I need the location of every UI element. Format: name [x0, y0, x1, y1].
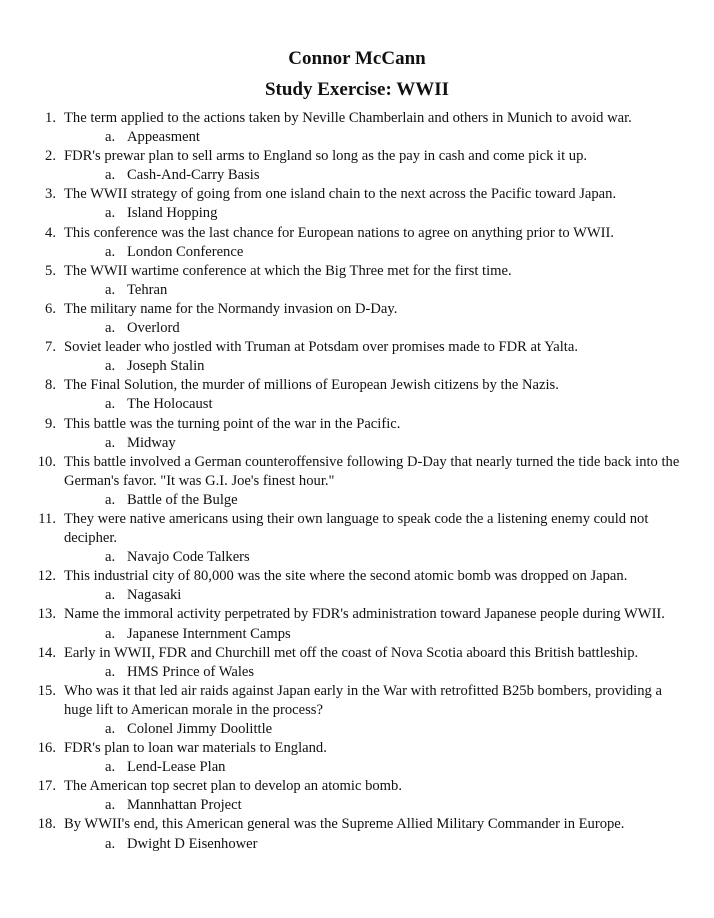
question-text: Soviet leader who jostled with Truman at Potsdam over promises made to FDR at Yalta.: [64, 339, 578, 356]
question-item: [0, 567, 714, 605]
question-text: This conference was the last chance for European nations to agree on anything prior to WWII.: [64, 224, 615, 241]
answer-text: Nagasaki: [127, 587, 182, 604]
question-text: Early in WWII, FDR and Churchill met off the coast of Nova Scotia aboard this British battleship.: [64, 644, 639, 661]
answer-letter: a.: [105, 491, 116, 508]
answer-letter: a.: [105, 549, 116, 566]
question-text: By WWII's end, this American general was the Supreme Allied Military Commander in Europe.: [64, 816, 625, 833]
question-item: [0, 415, 714, 453]
answer-line: [0, 586, 714, 605]
answer-text: HMS Prince of Wales: [127, 663, 255, 680]
answer-text: The Holocaust: [127, 396, 213, 413]
answer-line: [0, 720, 714, 739]
question-line: [0, 262, 714, 281]
question-number: 16.: [37, 740, 56, 757]
answer-text: Navajo Code Talkers: [127, 549, 250, 566]
question-item: [0, 338, 714, 376]
question-text: They were native americans using their own language to speak code the a listening enemy could not decipher.: [64, 510, 649, 547]
question-text: Name the immoral activity perpetrated by FDR's administration toward Japanese people during WWII.: [64, 606, 665, 623]
answer-text: Overlord: [127, 320, 180, 337]
answer-letter: a.: [105, 243, 116, 260]
answer-text: Joseph Stalin: [127, 358, 205, 375]
answer-line: [0, 548, 714, 567]
question-item: [0, 224, 714, 262]
question-number: 17.: [37, 778, 56, 795]
question-item: [0, 262, 714, 300]
question-item: [0, 109, 714, 147]
question-item: [0, 147, 714, 185]
answer-text: Dwight D Eisenhower: [127, 835, 258, 852]
question-line: [0, 224, 714, 243]
answer-text: Colonel Jimmy Doolittle: [127, 721, 273, 737]
question-number: 7.: [45, 339, 56, 356]
answer-line: [0, 434, 714, 453]
question-line: [0, 682, 714, 720]
question-line: [0, 739, 714, 758]
question-item: [0, 777, 714, 815]
answer-text: London Conference: [127, 243, 244, 260]
answer-line: [0, 491, 714, 510]
answer-line: [0, 128, 714, 147]
question-line: [0, 453, 714, 491]
question-text: FDR's prewar plan to sell arms to England so long as the pay in cash and come pick it up.: [64, 148, 588, 165]
question-number: 15.: [37, 682, 56, 699]
answer-letter: a.: [105, 663, 116, 680]
author-name: Connor McCann: [288, 48, 426, 69]
question-number: 11.: [38, 510, 56, 527]
question-text: The WWII wartime conference at which the Big Three met for the first time.: [64, 262, 512, 279]
question-line: [0, 815, 714, 834]
question-text: This battle was the turning point of the war in the Pacific.: [64, 415, 401, 432]
question-number: 3.: [45, 186, 56, 203]
answer-line: [0, 166, 714, 185]
question-number: 2.: [45, 148, 56, 165]
question-number: 14.: [37, 644, 56, 661]
question-item: [0, 605, 714, 643]
question-line: [0, 376, 714, 395]
question-number: 5.: [45, 262, 56, 279]
question-number: 13.: [37, 606, 56, 623]
answer-line: [0, 204, 714, 223]
question-item: [0, 682, 714, 739]
page-title: Study Exercise: WWII: [264, 79, 450, 100]
answer-letter: a.: [105, 625, 116, 642]
answer-letter: a.: [105, 587, 116, 604]
question-item: [0, 453, 714, 510]
question-line: [0, 567, 714, 586]
answer-text: Battle of the Bulge: [127, 491, 238, 508]
question-text: This battle involved a German counteroffensive following D-Day that nearly turned the tide back into the German's favor. "It was G.I. Joe's finest hour.": [64, 453, 680, 489]
question-item: [0, 300, 714, 338]
answer-line: [0, 625, 714, 644]
question-text: FDR's plan to loan war materials to England.: [64, 740, 327, 757]
question-number: 18.: [37, 816, 56, 833]
answer-text: Island Hopping: [127, 205, 218, 222]
question-number: 4.: [45, 224, 56, 241]
question-line: [0, 300, 714, 319]
answer-letter: a.: [105, 281, 116, 298]
answer-letter: a.: [105, 205, 116, 222]
answer-letter: a.: [105, 396, 116, 413]
question-number: 1.: [45, 110, 56, 126]
answer-line: [0, 395, 714, 414]
answer-line: [0, 281, 714, 300]
question-text: The term applied to the actions taken by Neville Chamberlain and others in Munich to avoid war.: [64, 110, 632, 126]
answer-letter: a.: [105, 320, 116, 337]
question-item: [0, 185, 714, 223]
question-text: Who was it that led air raids against Japan early in the War with retrofitted B25b bombers, providing a huge lift to American morale in the process?: [64, 682, 662, 718]
question-line: [0, 510, 714, 548]
question-line: [0, 185, 714, 204]
answer-text: Midway: [127, 434, 176, 451]
question-text: The American top secret plan to develop an atomic bomb.: [64, 778, 402, 795]
answer-letter: a.: [105, 167, 116, 184]
question-number: 6.: [45, 300, 56, 317]
answer-text: Mannhattan Project: [127, 797, 242, 814]
question-item: [0, 739, 714, 777]
answer-letter: a.: [105, 759, 116, 776]
answer-text: Japanese Internment Camps: [127, 625, 291, 642]
question-number: 10.: [37, 453, 56, 470]
question-text: This industrial city of 80,000 was the site where the second atomic bomb was dropped on Japan.: [64, 568, 628, 585]
answer-line: [0, 796, 714, 815]
question-line: [0, 147, 714, 166]
answer-line: [0, 243, 714, 262]
question-number: 12.: [37, 568, 56, 585]
answer-letter: a.: [105, 721, 116, 737]
question-number: 8.: [45, 377, 56, 394]
question-text: The Final Solution, the murder of millions of European Jewish citizens by the Nazis.: [64, 377, 559, 394]
answer-letter: a.: [105, 835, 116, 852]
question-item: [0, 510, 714, 567]
answer-line: [0, 357, 714, 376]
question-item: [0, 815, 714, 853]
question-line: [0, 605, 714, 624]
question-line: [0, 109, 714, 128]
question-item: [0, 376, 714, 414]
answer-letter: a.: [105, 129, 116, 146]
question-line: [0, 338, 714, 357]
question-line: [0, 415, 714, 434]
answer-line: [0, 835, 714, 854]
answer-text: Appeasment: [127, 129, 200, 146]
answer-text: Lend-Lease Plan: [127, 759, 226, 776]
question-line: [0, 644, 714, 663]
question-text: The military name for the Normandy invasion on D-Day.: [64, 300, 398, 317]
answer-text: Cash-And-Carry Basis: [127, 167, 260, 184]
answer-line: [0, 663, 714, 682]
question-line: [0, 777, 714, 796]
answer-line: [0, 319, 714, 338]
answer-text: Tehran: [127, 281, 168, 298]
answer-letter: a.: [105, 358, 116, 375]
answer-letter: a.: [105, 797, 116, 814]
question-list: [0, 109, 714, 854]
answer-letter: a.: [105, 434, 116, 451]
answer-line: [0, 758, 714, 777]
question-item: [0, 644, 714, 682]
question-number: 9.: [45, 415, 56, 432]
question-text: The WWII strategy of going from one island chain to the next across the Pacific toward Japan.: [64, 186, 617, 203]
